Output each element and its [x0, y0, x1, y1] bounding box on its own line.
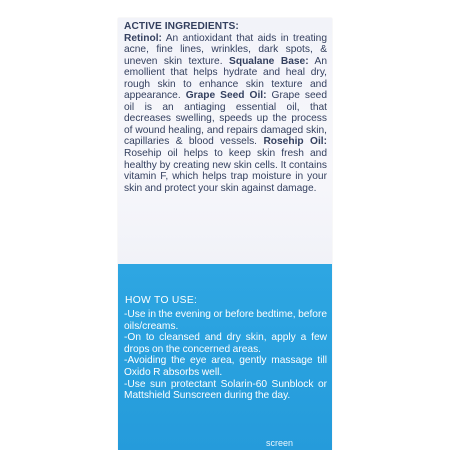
ingredient-desc-grape-seed-oil: Grape seed oil is an antiaging essential oil, that decreases swelling, speeds up the process of wound healing, and repairs damaged skin, capillaries & blood vessels.: [124, 90, 327, 148]
ingredient-desc-rosehip-oil: Rosehip oil helps to keep skin fresh and healthy by creating new skin cells. It contains vitamin F, which helps trap moisture in your skin and protect your skin against damage.: [124, 148, 327, 194]
how-to-use-step: -Use in the evening or before bedtime, before oils/creams.: [124, 309, 327, 332]
ingredient-desc-retinol: An antioxidant that aids in treating acne, fine lines, wrinkles, dark spots, & uneven skin texture.: [124, 32, 327, 67]
how-to-use-step: -Avoiding the eye area, gently massage till Oxido R absorbs well.: [124, 355, 327, 378]
cutoff-text: screen: [266, 438, 294, 446]
ingredient-name-grape-seed-oil: Grape Seed Oil:: [185, 90, 267, 102]
active-ingredients-section: [118, 18, 332, 264]
how-to-use-title: HOW TO USE:: [125, 295, 198, 306]
how-to-use-step: -Use sun protectant Solarin-60 Sunblock or Mattshield Sunscreen during the day.: [124, 378, 327, 402]
ingredient-desc-squalane: An emollient that helps hydrate and heal dry, rough skin to enhance skin texture and appearance.: [124, 55, 328, 102]
product-box-side-panel: [118, 18, 332, 450]
active-ingredients-text: [124, 21, 327, 194]
how-to-use-step: -On to cleansed and dry skin, apply a few drops on the concerned areas.: [124, 332, 327, 355]
ingredient-name-rosehip-oil: Rosehip Oil:: [263, 136, 328, 148]
active-ingredients-title: ACTIVE INGREDIENTS:: [124, 21, 239, 32]
ingredient-name-squalane: Squalane Base:: [229, 55, 309, 67]
ingredient-name-retinol: Retinol:: [124, 32, 162, 44]
how-to-use-steps: [124, 309, 327, 402]
how-to-use-section: [118, 264, 332, 450]
